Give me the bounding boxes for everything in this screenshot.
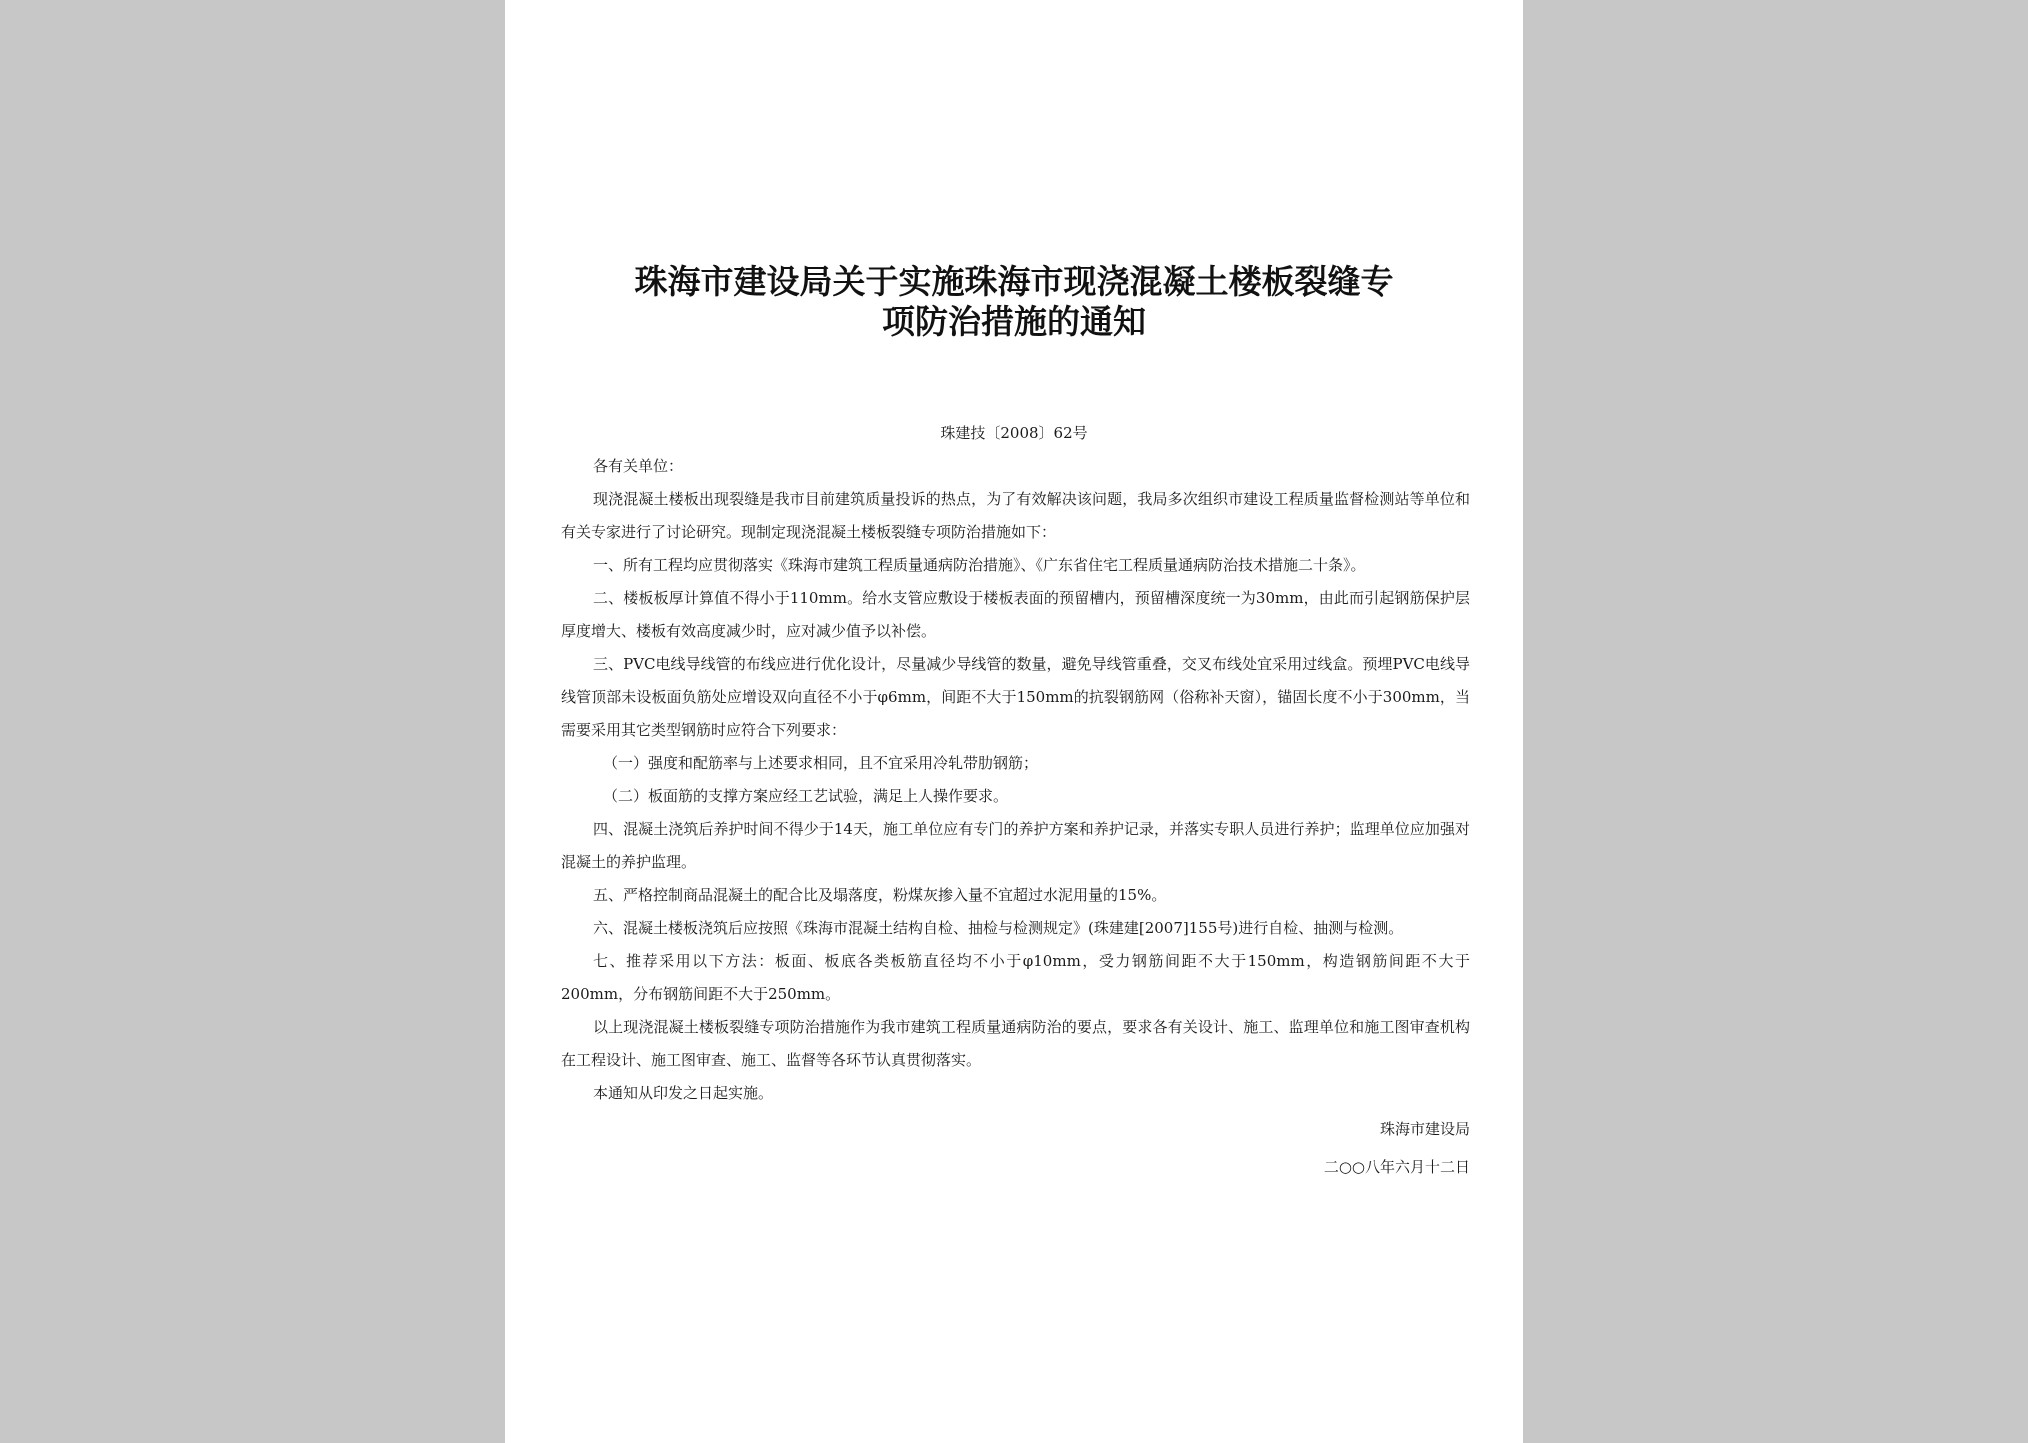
issue-date: 二○○八年六月十二日 [1323,1158,1470,1176]
paragraph-effective: 本通知从印发之日起实施。 [593,1084,774,1102]
paragraph-item-2: 二、楼板板厚计算值不得小于110mm。给水支管应敷设于楼板表面的预留槽内，预留槽深度统一为30mm，由此而引起钢筋保护层厚度增大、楼板有效高度减少时，应对减少值予以补偿。 [561,589,1470,640]
paragraph-subitem-1: （一）强度和配筋率与上述要求相同，且不宜采用冷轧带肋钢筋； [603,754,1039,772]
paragraph-item-6: 六、混凝土楼板浇筑后应按照《珠海市混凝土结构自检、抽检与检测规定》(珠建建[2007]155号)进行自检、抽测与检测。 [593,919,1404,937]
title-line-1: 珠海市建设局关于实施珠海市现浇混凝土楼板裂缝专 [634,262,1394,301]
document-title [575,262,1453,342]
document-number: 珠建技〔2008〕62号 [940,424,1088,442]
paragraph-item-1: 一、所有工程均应贯彻落实《珠海市建筑工程质量通病防治措施》、《广东省住宅工程质量通病防治技术措施二十条》。 [593,556,1366,574]
salutation: 各有关单位： [593,457,684,475]
document-page [505,0,1523,1443]
issuer-name: 珠海市建设局 [1379,1120,1470,1138]
paragraph-item-4: 四、混凝土浇筑后养护时间不得少于14天，施工单位应有专门的养护方案和养护记录，并落实专职人员进行养护；监理单位应加强对混凝土的养护监理。 [561,820,1470,871]
paragraph-summary: 以上现浇混凝土楼板裂缝专项防治措施作为我市建筑工程质量通病防治的要点，要求各有关设计、施工、监理单位和施工图审查机构在工程设计、施工图审查、施工、监督等各环节认真贯彻落实。 [561,1018,1470,1069]
signature-block [561,1110,1470,1186]
paragraph-intro: 现浇混凝土楼板出现裂缝是我市目前建筑质量投诉的热点，为了有效解决该问题，我局多次组织市建设工程质量监督检测站等单位和有关专家进行了讨论研究。现制定现浇混凝土楼板裂缝专项防治措施如下： [561,490,1470,541]
paragraph-item-3: 三、PVC电线导线管的布线应进行优化设计，尽量减少导线管的数量，避免导线管重叠，交叉布线处宜采用过线盒。预埋PVC电线导线管顶部未设板面负筋处应增设双向直径不小于φ6mm，间距不大于150mm的抗裂钢筋网（俗称补天窗），锚固长度不小于300mm，当需要采用其它类型钢筋时应符合下列要求： [561,655,1470,739]
document-body [561,450,1470,1110]
paragraph-item-7: 七、推荐采用以下方法：板面、板底各类板筋直径均不小于φ10mm，受力钢筋间距不大于150mm，构造钢筋间距不大于200mm，分布钢筋间距不大于250mm。 [561,952,1470,1003]
title-line-2: 项防治措施的通知 [882,302,1146,341]
paragraph-item-5: 五、严格控制商品混凝土的配合比及塌落度，粉煤灰掺入量不宜超过水泥用量的15%。 [593,886,1167,904]
paragraph-subitem-2: （二）板面筋的支撑方案应经工艺试验，满足上人操作要求。 [603,787,1009,805]
